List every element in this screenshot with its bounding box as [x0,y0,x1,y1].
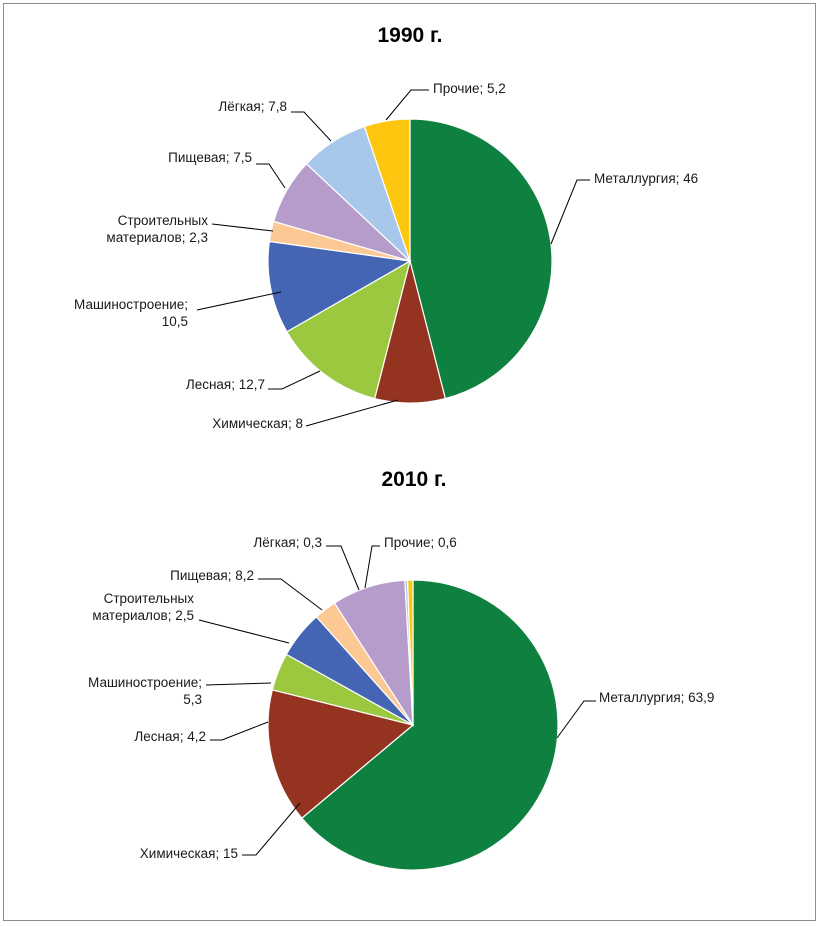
data-label-прочие: Прочие; 5,2 [433,81,506,96]
leader-line-лёгкая [291,112,331,141]
data-label-лесная: Лесная; 4,2 [134,729,206,744]
leader-line-прочие [365,546,380,588]
leader-line-металлургия [557,701,596,738]
data-label-химическая: Химическая; 8 [212,416,303,431]
data-label-пищевая: Пищевая; 8,2 [170,568,254,583]
leader-line-химическая [242,803,300,855]
data-label-строительных-материалов: Строительных материалов; 2,3 [106,213,208,245]
leader-line-строительных-материалов [199,620,289,643]
chart-title-2010: 2010 г. [381,468,447,491]
data-label-лесная: Лесная; 12,7 [185,377,265,392]
leader-line-пищевая [258,579,322,610]
data-label-металлургия: Металлургия; 63,9 [599,690,715,705]
leader-line-пищевая [256,164,285,188]
leader-line-прочие [386,90,429,120]
pie-2010 [88,535,714,870]
leader-line-химическая [306,400,398,426]
leader-line-лесная [210,722,268,740]
leader-line-строительных-материалов [212,224,273,231]
chart-title-1990: 1990 г. [377,24,443,47]
leader-line-лёгкая [326,546,359,590]
data-label-пищевая: Пищевая; 7,5 [168,150,252,165]
data-label-машиностроение: Машиностроение; 5,3 [88,675,202,707]
data-label-прочие: Прочие; 0,6 [384,535,457,550]
data-label-металлургия: Металлургия; 46 [594,171,699,186]
leader-line-металлургия [551,180,590,244]
data-label-химическая: Химическая; 15 [139,846,238,861]
data-label-строительных-материалов: Строительных материалов; 2,5 [92,591,194,623]
data-label-лёгкая: Лёгкая; 7,8 [218,99,287,114]
leader-line-лесная [268,371,320,389]
data-label-машиностроение: Машиностроение; 10,5 [74,297,188,329]
data-label-лёгкая: Лёгкая; 0,3 [253,535,322,550]
pie-1990 [74,81,698,431]
leader-line-машиностроение [206,683,271,685]
leader-line-машиностроение [197,292,281,310]
